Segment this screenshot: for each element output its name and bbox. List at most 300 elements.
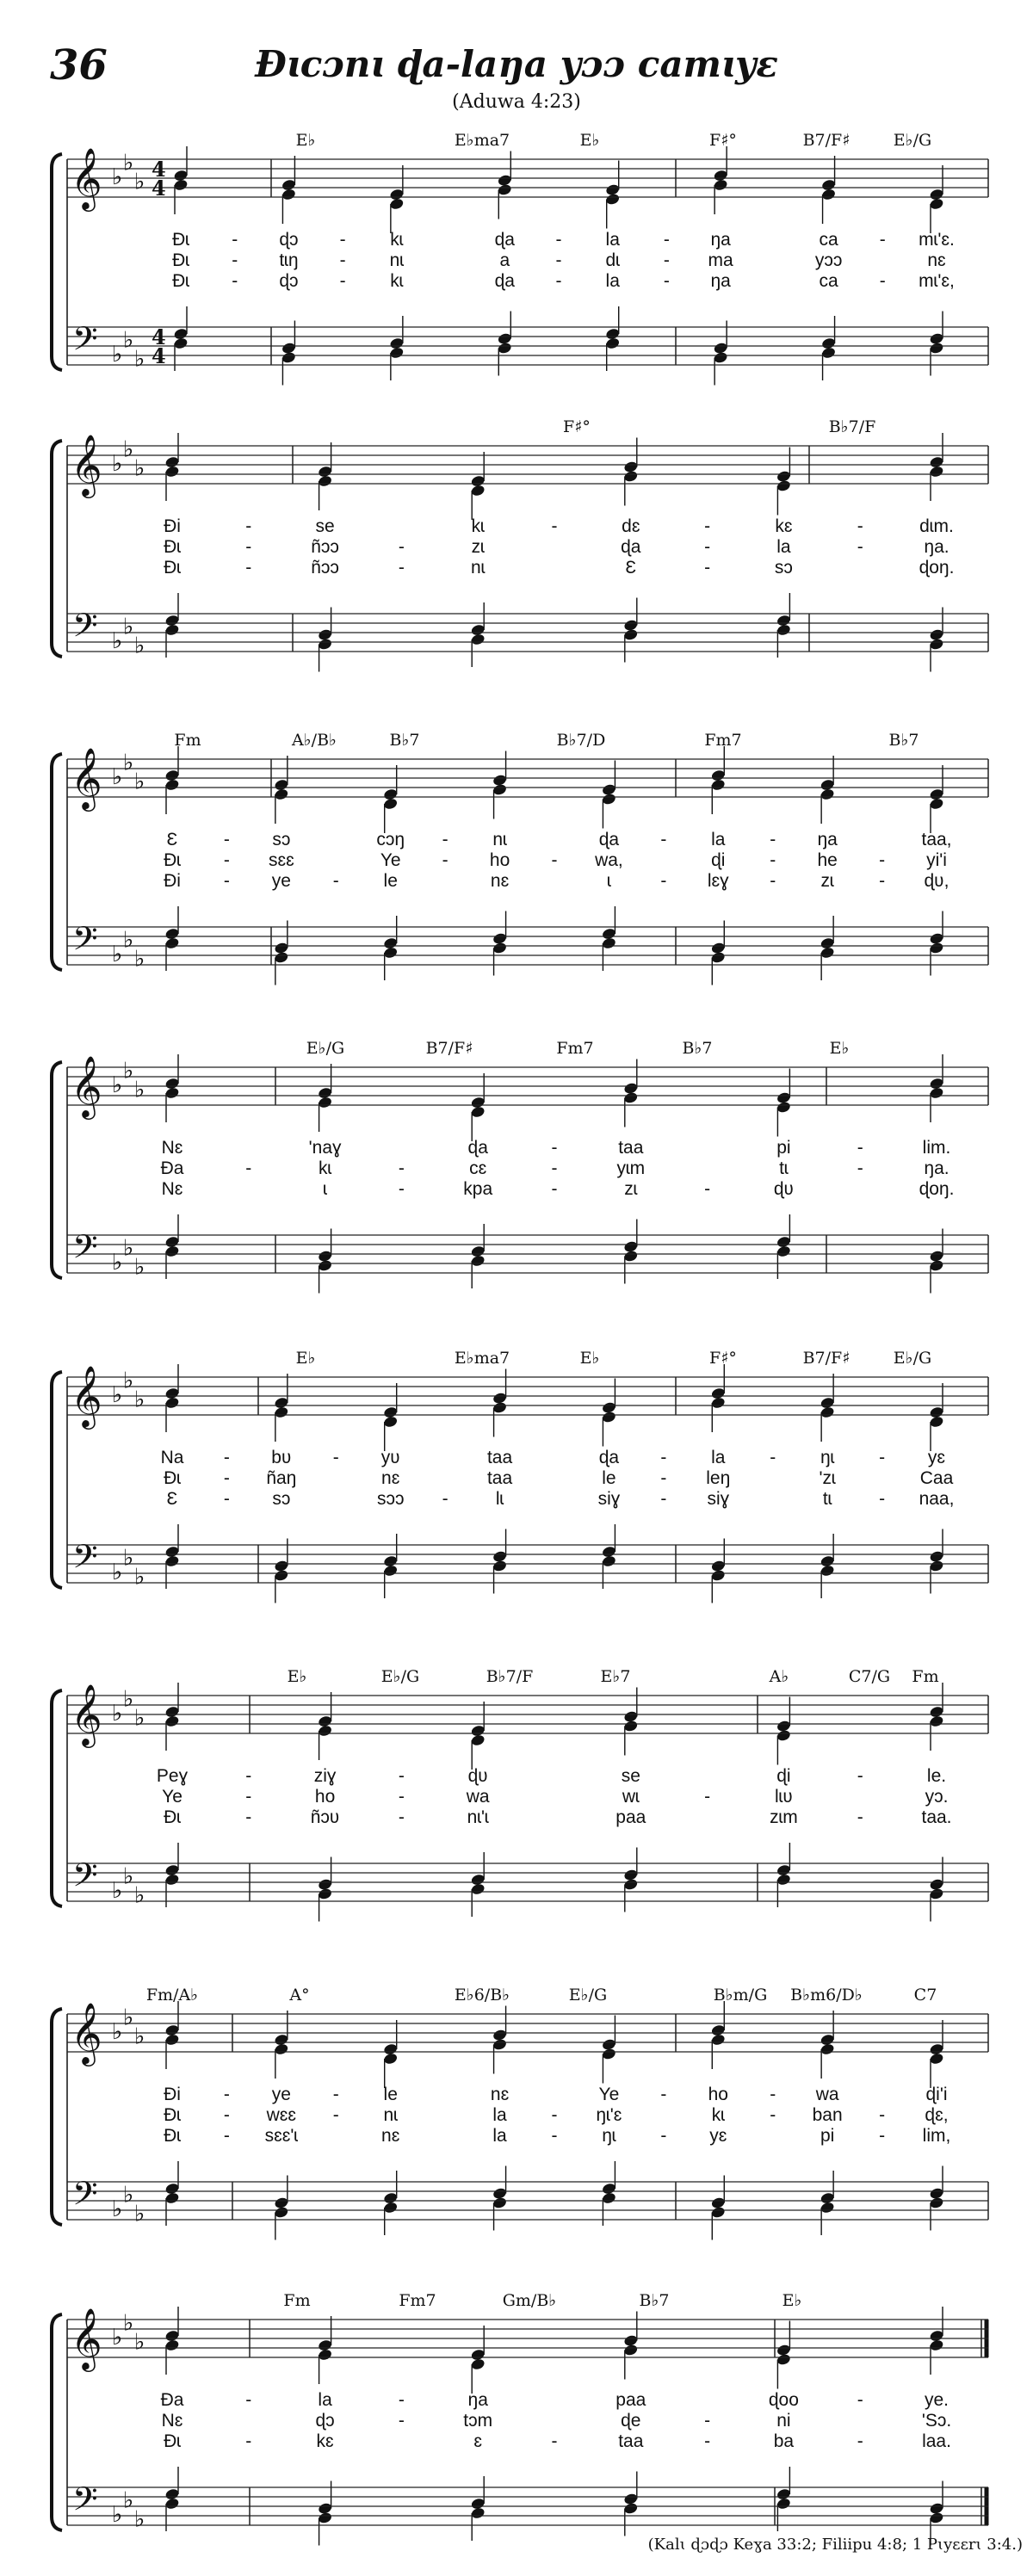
lyric-hyphen: - [232, 250, 238, 270]
treble-note [929, 2338, 944, 2351]
flat-sign-icon: ♭ [112, 2019, 123, 2045]
flat-sign-icon: ♭ [112, 1072, 123, 1098]
chord-symbol: B7/F♯ [425, 1039, 473, 1058]
chord-symbol: E♭6/B♭ [454, 1986, 510, 2005]
lyric-syllable: kɩ [390, 271, 404, 291]
lyric-syllable: Ðɩ [164, 2431, 181, 2451]
lyric-syllable: ho [489, 850, 510, 870]
lyric-syllable: Ðɩ [164, 537, 181, 557]
treble-note [318, 2348, 333, 2361]
lyric-syllable: la [318, 2390, 332, 2410]
lyric-syllable: wa, [595, 850, 623, 870]
lyric-syllable: nɛ [381, 2126, 400, 2146]
treble-note [164, 2033, 180, 2046]
treble-note [274, 1405, 289, 1418]
flat-sign-icon: ♭ [134, 346, 145, 373]
bass-clef-icon: 𝄢 [72, 2480, 98, 2526]
lyric-hyphen: - [398, 2411, 405, 2431]
lyric-hyphen: - [857, 2390, 863, 2410]
bass-clef-icon: 𝄢 [72, 1227, 98, 1274]
lyric-syllable: la [492, 2105, 507, 2125]
treble-note [623, 1720, 639, 1733]
treble-note [929, 1714, 944, 1727]
bass-note [318, 638, 333, 651]
lyric-hyphen: - [770, 2105, 776, 2125]
lyric-hyphen: - [245, 1787, 252, 1807]
lyric-syllable: ziɣ [313, 1766, 337, 1786]
lyric-syllable: he [817, 850, 838, 870]
lyric-syllable: Ɛ [625, 558, 637, 578]
lyric-syllable: nɩ [471, 558, 486, 578]
lyric-syllable: ɖoŋ. [919, 558, 955, 578]
flat-sign-icon: ♭ [134, 2506, 145, 2533]
treble-note [929, 197, 944, 210]
lyric-syllable: bʋ [271, 1448, 292, 1467]
treble-clef-icon: 𝄞 [71, 2307, 102, 2369]
lyric-syllable: paa [615, 2390, 646, 2410]
chord-symbol: B♭7 [682, 1039, 713, 1058]
lyric-syllable: ɖoo [768, 2390, 799, 2410]
lyric-syllable: ɖʋ, [924, 871, 949, 891]
lyric-syllable: Ɛ [166, 1489, 178, 1509]
bass-clef-icon: 𝄢 [72, 919, 98, 966]
lyric-syllable: la [711, 1448, 726, 1467]
lyric-hyphen: - [223, 2126, 230, 2146]
chord-symbol: Fm [174, 731, 201, 750]
flat-sign-icon: ♭ [112, 164, 123, 190]
chord-symbol: E♭ma7 [454, 1349, 510, 1368]
bass-note [820, 946, 835, 959]
lyric-syllable: ma [708, 250, 733, 270]
lyric-hyphen: - [245, 537, 252, 557]
lyric-syllable: Ðɩ [164, 2126, 181, 2146]
lyric-hyphen: - [879, 2126, 886, 2146]
lyric-hyphen: - [879, 230, 886, 250]
lyric-syllable: nɩ [389, 250, 405, 270]
lyric-syllable: ñɔɔ [311, 558, 339, 578]
lyric-hyphen: - [551, 2431, 558, 2451]
lyric-syllable: ñɔʋ [310, 1807, 340, 1827]
flat-sign-icon: ♭ [112, 1878, 123, 1904]
lyric-syllable: le. [926, 1766, 947, 1786]
flat-sign-icon: ♭ [112, 451, 123, 477]
lyric-syllable: se [315, 516, 335, 536]
bass-note [820, 2201, 835, 2214]
lyric-syllable: ho [314, 1787, 336, 1807]
bass-note [164, 2191, 180, 2204]
lyric-hyphen: - [551, 2105, 558, 2125]
chord-symbol: Fm [283, 2291, 311, 2310]
lyric-hyphen: - [223, 1489, 230, 1509]
lyric-syllable: ŋɩ [602, 2126, 616, 2146]
bass-note [470, 1254, 486, 1267]
chord-symbol: E♭/G [306, 1039, 345, 1058]
lyric-hyphen: - [857, 1766, 863, 1786]
lyric-syllable: yɛ [709, 2126, 727, 2146]
lyric-syllable: nɛ [381, 1468, 400, 1488]
bass-note [713, 351, 728, 364]
lyric-hyphen: - [660, 1448, 667, 1467]
lyric-syllable: Nɛ [161, 2411, 183, 2431]
treble-note [820, 1405, 835, 1418]
flat-sign-icon: ♭ [112, 1701, 123, 1727]
system-bracket [52, 2314, 62, 2530]
lyric-syllable: Ða [160, 1158, 184, 1178]
lyric-hyphen: - [857, 1807, 863, 1827]
lyric-syllable: ŋa [817, 830, 838, 849]
bass-staff [67, 1227, 988, 1281]
lyric-hyphen: - [660, 1489, 667, 1509]
lyric-syllable: taa [618, 1138, 644, 1158]
lyric-hyphen: - [663, 230, 670, 250]
treble-note [470, 2357, 486, 2370]
bass-note [274, 2206, 289, 2219]
flat-sign-icon: ♭ [134, 2201, 145, 2227]
lyric-syllable: Ða [160, 2390, 184, 2410]
flat-sign-icon: ♭ [112, 1250, 123, 1276]
scripture-reference: (Aduwa 4:23) [452, 91, 581, 113]
lyric-syllable: cɔŋ [376, 830, 405, 849]
lyric-hyphen: - [555, 271, 562, 291]
bass-note [274, 951, 289, 964]
lyric-syllable: ɖi [711, 850, 726, 870]
bass-note [164, 936, 180, 949]
lyric-syllable: sɔ [272, 1489, 291, 1509]
lyric-syllable: ɖa [598, 830, 620, 849]
lyric-syllable: ɩ [323, 1179, 327, 1199]
flat-sign-icon: ♭ [123, 2005, 134, 2031]
lyric-syllable: zɩ [471, 537, 485, 557]
treble-clef-icon: 𝄞 [71, 146, 102, 209]
lyric-syllable: kɩ [390, 230, 404, 250]
treble-note [710, 2033, 726, 2046]
lyric-hyphen: - [245, 1766, 252, 1786]
flat-sign-icon: ♭ [123, 927, 134, 954]
chord-symbol: E♭ [829, 1039, 850, 1058]
lyric-syllable: ɖa [467, 1138, 488, 1158]
lyric-syllable: se [621, 1766, 640, 1786]
lyric-syllable: yɔ. [925, 1787, 949, 1807]
lyric-hyphen: - [332, 2105, 339, 2125]
treble-note [713, 178, 728, 191]
treble-note [929, 797, 944, 810]
bass-note [164, 2497, 180, 2510]
lyric-syllable: la [605, 271, 620, 291]
bass-note [470, 1882, 486, 1895]
lyric-hyphen: - [857, 537, 863, 557]
treble-note [274, 2042, 289, 2055]
bass-note [164, 623, 180, 636]
bass-note [623, 1250, 639, 1263]
lyric-syllable: ca [819, 271, 838, 291]
chord-symbol: E♭/G [380, 1667, 420, 1686]
treble-note [601, 1411, 616, 1424]
treble-note [274, 788, 289, 800]
lyric-syllable: taa. [921, 1807, 952, 1827]
bass-staff [67, 606, 988, 659]
lyric-syllable: lɛɣ [707, 871, 729, 891]
bass-note [318, 1259, 333, 1272]
lyric-hyphen: - [442, 1489, 448, 1509]
lyric-syllable: sɔ [272, 830, 291, 849]
system-bracket [52, 1062, 62, 1278]
lyric-hyphen: - [398, 1766, 405, 1786]
lyric-syllable: sɔɔ [376, 1489, 405, 1509]
lyric-syllable: kpa [463, 1179, 493, 1199]
lyric-hyphen: - [339, 230, 346, 250]
lyric-syllable: paa [615, 1807, 646, 1827]
treble-staff [67, 746, 988, 812]
lyric-syllable: Ɛ [166, 830, 178, 849]
chord-symbol: E♭/G [893, 1349, 932, 1368]
treble-note [164, 465, 180, 478]
lyric-hyphen: - [555, 230, 562, 250]
lyric-hyphen: - [223, 2085, 230, 2104]
bass-note [821, 346, 837, 359]
lyric-hyphen: - [879, 1448, 886, 1467]
chord-symbol: E♭ [287, 1667, 307, 1686]
lyric-syllable: tɩ [779, 1158, 789, 1178]
lyric-syllable: siɣ [707, 1489, 730, 1509]
lyric-hyphen: - [245, 1158, 252, 1178]
lyric-syllable: yi'i [926, 850, 947, 870]
lyric-syllable: kɩ [319, 1158, 332, 1178]
lyric-hyphen: - [245, 516, 252, 536]
lyric-syllable: ho [708, 2085, 728, 2104]
lyric-syllable: dɩm. [919, 516, 954, 536]
bass-note [274, 1569, 289, 1582]
bass-note [623, 1878, 639, 1891]
lyric-syllable: wɩ [622, 1787, 640, 1807]
chord-symbol: A♭/B♭ [291, 731, 337, 750]
treble-staff [67, 1364, 988, 1430]
lyric-syllable: dɩ [605, 250, 620, 270]
lyric-syllable: zɩ [820, 871, 834, 891]
flat-sign-icon: ♭ [134, 769, 145, 795]
lyric-hyphen: - [663, 271, 670, 291]
chord-symbol: Fm7 [704, 731, 742, 750]
lyric-hyphen: - [551, 516, 558, 536]
lyric-hyphen: - [660, 2126, 667, 2146]
treble-clef-icon: 𝄞 [71, 2001, 102, 2064]
lyric-hyphen: - [332, 1448, 339, 1467]
lyric-syllable: le [383, 2085, 398, 2104]
bass-note [601, 2191, 616, 2204]
chord-symbol: Fm7 [399, 2291, 436, 2310]
lyric-syllable: taa [486, 1468, 513, 1488]
flat-sign-icon: ♭ [123, 1058, 134, 1084]
lyric-syllable: ɩ [607, 871, 611, 891]
lyric-hyphen: - [660, 1468, 667, 1488]
lyric-syllable: ye [271, 871, 291, 891]
lyric-hyphen: - [223, 1448, 230, 1467]
chord-symbol: B♭7 [389, 731, 420, 750]
lyric-syllable: ni [776, 2411, 791, 2431]
lyric-syllable: tɩŋ [279, 250, 299, 270]
lyric-hyphen: - [232, 271, 238, 291]
lyric-hyphen: - [223, 871, 230, 891]
flat-sign-icon: ♭ [134, 1564, 145, 1591]
lyric-hyphen: - [857, 1138, 863, 1158]
lyric-hyphen: - [398, 1158, 405, 1178]
lyric-syllable: ɖʋ [773, 1179, 794, 1199]
chord-symbol: E♭/G [568, 1986, 608, 2005]
lyric-hyphen: - [245, 2431, 252, 2451]
lyric-syllable: ŋa [467, 2390, 488, 2410]
treble-note [710, 1396, 726, 1409]
lyric-syllable: Ðɩ [172, 250, 189, 270]
lyric-syllable: le [383, 871, 398, 891]
lyric-syllable: Ðɩ [164, 1468, 181, 1488]
bass-note [318, 1887, 333, 1900]
lyric-hyphen: - [857, 2431, 863, 2451]
treble-note [497, 183, 512, 196]
lyric-hyphen: - [770, 850, 776, 870]
lyric-syllable: ba [773, 2431, 795, 2451]
chord-symbol: Fm/A♭ [145, 1986, 199, 2005]
lyric-syllable: sɛɛ'ɩ [264, 2126, 299, 2146]
lyric-syllable: Ðɩ [164, 558, 181, 578]
treble-note [623, 1091, 639, 1104]
treble-note [492, 2038, 508, 2051]
treble-staff [67, 146, 988, 212]
lyric-syllable: ɖa [621, 537, 641, 557]
lyric-syllable: ŋɩ'ɛ [596, 2105, 622, 2125]
bass-note [389, 346, 405, 359]
flat-sign-icon: ♭ [134, 1077, 145, 1103]
chord-symbol: E♭ [782, 2291, 802, 2310]
chord-symbol: B7/F♯ [802, 131, 851, 150]
time-signature: 4 [152, 157, 166, 182]
lyric-syllable: Ye [162, 1787, 182, 1807]
lyric-hyphen: - [770, 2085, 776, 2104]
lyric-syllable: tɩ [822, 1489, 832, 1509]
flat-sign-icon: ♭ [134, 1882, 145, 1909]
chord-symbol: E♭7 [600, 1667, 631, 1686]
lyric-syllable: ɖɔ [315, 2411, 335, 2431]
lyric-hyphen: - [704, 516, 711, 536]
flat-sign-icon: ♭ [134, 1705, 145, 1732]
lyric-hyphen: - [442, 850, 448, 870]
lyric-hyphen: - [551, 1179, 558, 1199]
lyric-syllable: ca [819, 230, 838, 250]
bass-note [318, 2511, 333, 2524]
lyric-syllable: taa, [921, 830, 952, 849]
lyric-syllable: a [499, 250, 510, 270]
lyric-syllable: ɛ [473, 2431, 483, 2451]
bass-note [281, 351, 296, 364]
lyric-syllable: ɖa [494, 271, 515, 291]
lyric-hyphen: - [551, 1158, 558, 1178]
lyric-hyphen: - [879, 2105, 886, 2125]
lyric-syllable: wa [815, 2085, 839, 2104]
flat-sign-icon: ♭ [123, 436, 134, 463]
lyric-syllable: ye. [924, 2390, 949, 2410]
lyric-hyphen: - [879, 271, 886, 291]
bass-note [929, 1560, 944, 1572]
treble-note [470, 484, 486, 497]
lyric-syllable: kɩ [471, 516, 485, 536]
lyric-syllable: yɛ [927, 1448, 946, 1467]
lyric-syllable: Ði [164, 516, 181, 536]
lyric-hyphen: - [223, 830, 230, 849]
treble-clef-icon: 𝄞 [71, 433, 102, 496]
bass-note [601, 1554, 616, 1567]
bass-note [623, 2502, 639, 2515]
lyric-hyphen: - [660, 830, 667, 849]
lyric-hyphen: - [332, 2085, 339, 2104]
lyric-syllable: ɖi [776, 1766, 791, 1786]
lyric-hyphen: - [339, 271, 346, 291]
chord-symbol: F♯° [709, 131, 737, 150]
lyric-hyphen: - [551, 850, 558, 870]
system-bracket [52, 1372, 62, 1588]
flat-sign-icon: ♭ [112, 2325, 123, 2351]
bass-clef-icon: 𝄢 [72, 1537, 98, 1584]
lyric-hyphen: - [398, 558, 405, 578]
lyric-syllable: ɖa [598, 1448, 620, 1467]
bass-staff [67, 919, 988, 973]
treble-clef-icon: 𝄞 [71, 1683, 102, 1745]
flat-sign-icon: ♭ [134, 169, 145, 195]
flat-sign-icon: ♭ [112, 2196, 123, 2222]
flat-sign-icon: ♭ [112, 1560, 123, 1585]
lyric-hyphen: - [332, 871, 339, 891]
bass-note [929, 942, 944, 954]
chord-symbol: Fm [912, 1667, 939, 1686]
treble-note [383, 1415, 399, 1428]
lyric-syllable: kɛ [316, 2431, 334, 2451]
bass-note [164, 1554, 180, 1567]
treble-note [318, 1096, 333, 1109]
lyric-hyphen: - [398, 1807, 405, 1827]
lyric-hyphen: - [555, 250, 562, 270]
lyric-syllable: ɖoŋ. [919, 1179, 955, 1199]
lyric-syllable: nɛ [927, 250, 946, 270]
lyric-syllable: 'Sɔ. [921, 2411, 952, 2431]
bass-note [820, 1564, 835, 1577]
lyric-hyphen: - [245, 1807, 252, 1827]
lyric-syllable: dɛ [622, 516, 640, 536]
lyric-syllable: mɩ'ɛ. [919, 230, 955, 250]
chord-symbol: E♭ [295, 1349, 316, 1368]
lyric-syllable: taa [618, 2431, 644, 2451]
lyric-syllable: taa [486, 1448, 513, 1467]
bass-note [492, 2196, 508, 2209]
bass-note [776, 2497, 791, 2510]
treble-note [601, 2048, 616, 2060]
lyric-syllable: ban [812, 2105, 843, 2125]
bass-staff [67, 1537, 988, 1591]
chord-symbol: F♯° [709, 1349, 737, 1368]
lyric-hyphen: - [704, 1179, 711, 1199]
bass-staff [67, 1856, 988, 1909]
chord-symbol: B♭m/G [713, 1986, 768, 2005]
system-bracket [52, 1690, 62, 1906]
flat-sign-icon: ♭ [112, 942, 123, 967]
lyric-syllable: nɛ [490, 871, 510, 891]
flat-sign-icon: ♭ [123, 1368, 134, 1394]
lyric-syllable: kɛ [775, 516, 793, 536]
treble-note [470, 1733, 486, 1746]
lyric-syllable: leŋ [706, 1468, 731, 1488]
lyric-hyphen: - [551, 2126, 558, 2146]
bass-note [605, 337, 621, 349]
lyric-syllable: ɖe [621, 2411, 641, 2431]
lyric-hyphen: - [245, 2390, 252, 2410]
lyric-hyphen: - [704, 2431, 711, 2451]
chord-symbol: B♭m6/D♭ [790, 1986, 863, 2005]
